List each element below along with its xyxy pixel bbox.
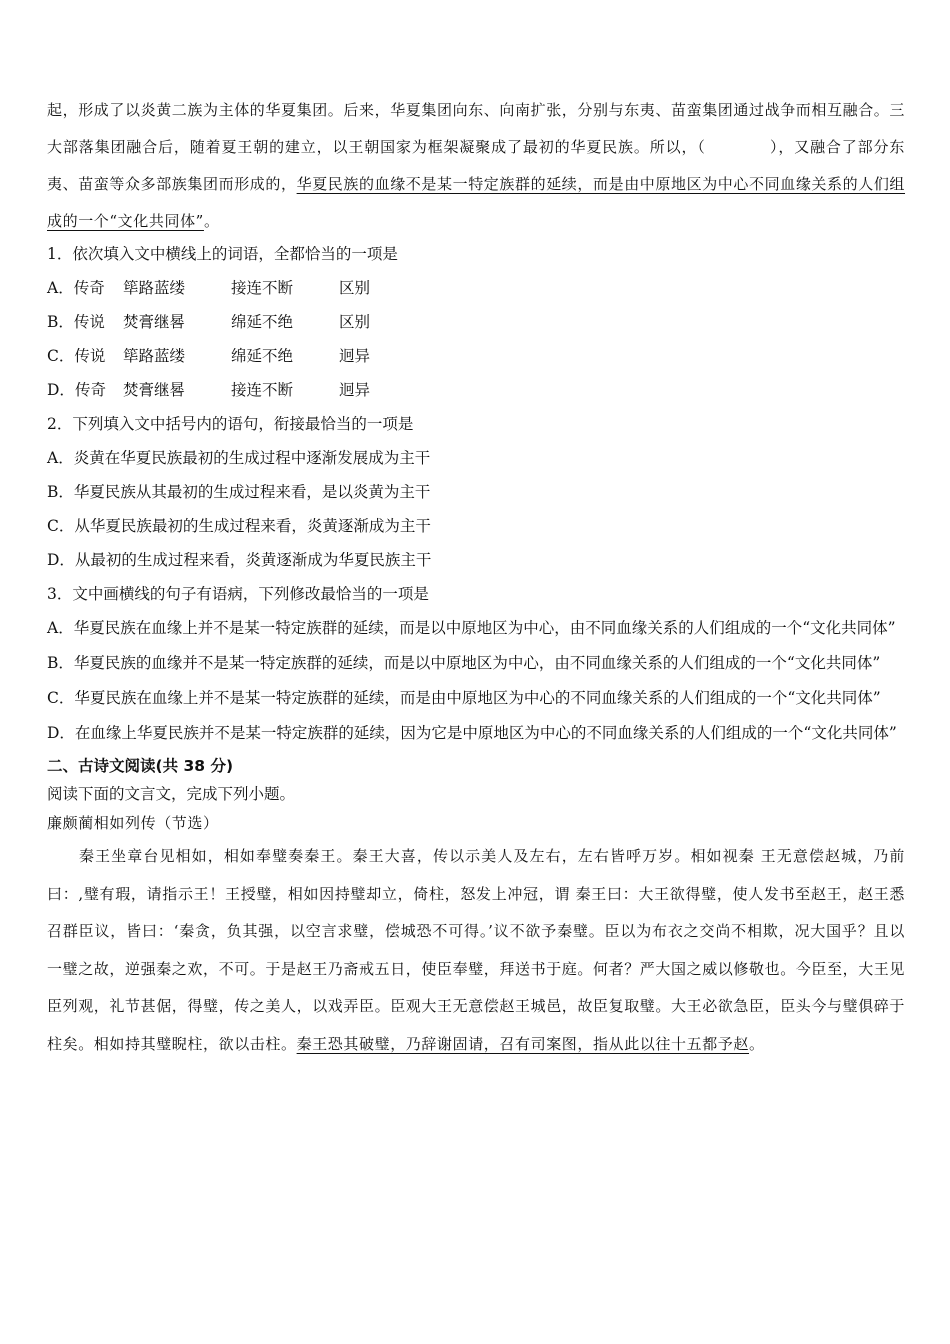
source-title: 廉颇蔺相如列传（节选） (47, 814, 219, 832)
option-text: 筚路蓝缕 (123, 279, 186, 297)
option-text: 接连不断 (231, 381, 294, 399)
option-text: A．传奇 (47, 279, 105, 297)
q2-option-d: D．从最初的生成过程来看，炎黄逐渐成为华夏民族主干 (47, 551, 432, 569)
q2-option-b: B．华夏民族从其最初的生成过程来看，是以炎黄为主干 (47, 483, 431, 501)
underlined-sentence: 华夏民族的血缘不是某一特定族群的延续，而是由中原地区为中心不同血缘关系的人们组成的一个“文化共同体” (47, 175, 906, 230)
q1-option-d (47, 373, 905, 407)
passage-text: 起，形成了以炎黄二族为主体的华夏集团。后来，华夏集团向东、向南扩张，分别与东夷、苗蛮集团通过战争而相互融合。三大部落集团融合后，随着夏王朝的建立，以王朝国家为框架凝聚成了最初的华夏民族。所以，（ (47, 101, 906, 156)
option-text: 筚路蓝缕 (123, 347, 186, 365)
q3-option-b: B．华夏民族的血缘并不是某一特定族群的延续，而是以中原地区为中心，由不同血缘关系的人们组成的一个“文化共同体” (47, 654, 881, 672)
passage-paragraph (47, 92, 905, 240)
q3-stem: 3．文中画横线的句子有语病，下列修改最恰当的一项是 (47, 585, 429, 603)
option-text: 接连不断 (231, 279, 294, 297)
option-text: 迥异 (339, 347, 371, 365)
option-text: 迥异 (339, 381, 371, 399)
q1-option-c (47, 339, 905, 373)
document-page (47, 92, 905, 1063)
q1-option-b (47, 305, 905, 339)
option-text: C．传说 (47, 347, 106, 365)
q1-stem: 1．依次填入文中横线上的词语，全都恰当的一项是 (47, 245, 398, 263)
q3-option-c: C．华夏民族在血缘上并不是某一特定族群的延续，而是由中原地区为中心的不同血缘关系的人们组成的一个“文化共同体” (47, 689, 881, 707)
classical-end: 。 (749, 1034, 765, 1053)
q3-option-d: D．在血缘上华夏民族并不是某一特定族群的延续，因为它是中原地区为中心的不同血缘关系的人们组成的一个“文化共同体” (47, 724, 897, 742)
classical-text: 秦王坐章台见相如，相如奉璧奏秦王。秦王大喜，传以示美人及左右，左右皆呼万岁。相如视秦 王无意偿赵城，乃前曰：,璧有瑕，请指示王！王授璧，相如因持璧却立，倚柱，怒发上冲冠，谓 秦王曰：大王欲得璧，使人发书至赵王，赵王悉召群臣议，皆曰：‘秦贪，负其强，以空言求璧，偿城恐不可得。’议不欲予秦璧。臣以为布衣之交尚不相欺，况大国乎？且以一璧之故，逆强秦之欢，不可。于是赵王乃斋戒五日，使臣奉璧，拜送书于庭。何者？严大国之威以修敬也。今臣至，大王见 臣列观，礼节甚倨，得璧，传之美人，以戏弄臣。臣观大王无意偿赵王城邑，故臣复取璧。大王必欲急臣，臣头今与璧俱碎于柱矣。相如持其璧睨柱，欲以击柱。 (47, 847, 906, 1053)
section-instruction: 阅读下面的文言文，完成下列小题。 (47, 785, 296, 803)
option-text: 绵延不绝 (231, 313, 294, 331)
option-text: B．传说 (47, 313, 105, 331)
q2-option-a: A．炎黄在华夏民族最初的生成过程中逐渐发展成为主干 (47, 449, 431, 467)
underlined-classical-sentence: 秦王恐其破璧，乃辞谢固请，召有司案图，指从此以往十五都予赵 (296, 1034, 750, 1053)
q2-option-c: C．从华夏民族最初的生成过程来看，炎黄逐渐成为主干 (47, 517, 431, 535)
q2-stem: 2．下列填入文中括号内的语句，衔接最恰当的一项是 (47, 415, 414, 433)
classical-passage (47, 838, 905, 1063)
option-text: D．传奇 (47, 381, 106, 399)
option-text: 焚膏继晷 (123, 381, 186, 399)
passage-end: 。 (203, 212, 220, 230)
q1-option-a (47, 271, 905, 305)
q3-option-a: A．华夏民族在血缘上并不是某一特定族群的延续，而是以中原地区为中心，由不同血缘关系的人们组成的一个“文化共同体” (47, 619, 896, 637)
passage-text-cont: ），又融合了部分东夷、苗蛮等众多部族集团而形成的， (47, 138, 905, 193)
option-text: 区别 (339, 313, 371, 331)
option-text: 焚膏继晷 (123, 313, 186, 331)
option-text: 区别 (339, 279, 371, 297)
option-text: 绵延不绝 (231, 347, 294, 365)
section-heading: 二、古诗文阅读(共 38 分) (47, 757, 234, 775)
